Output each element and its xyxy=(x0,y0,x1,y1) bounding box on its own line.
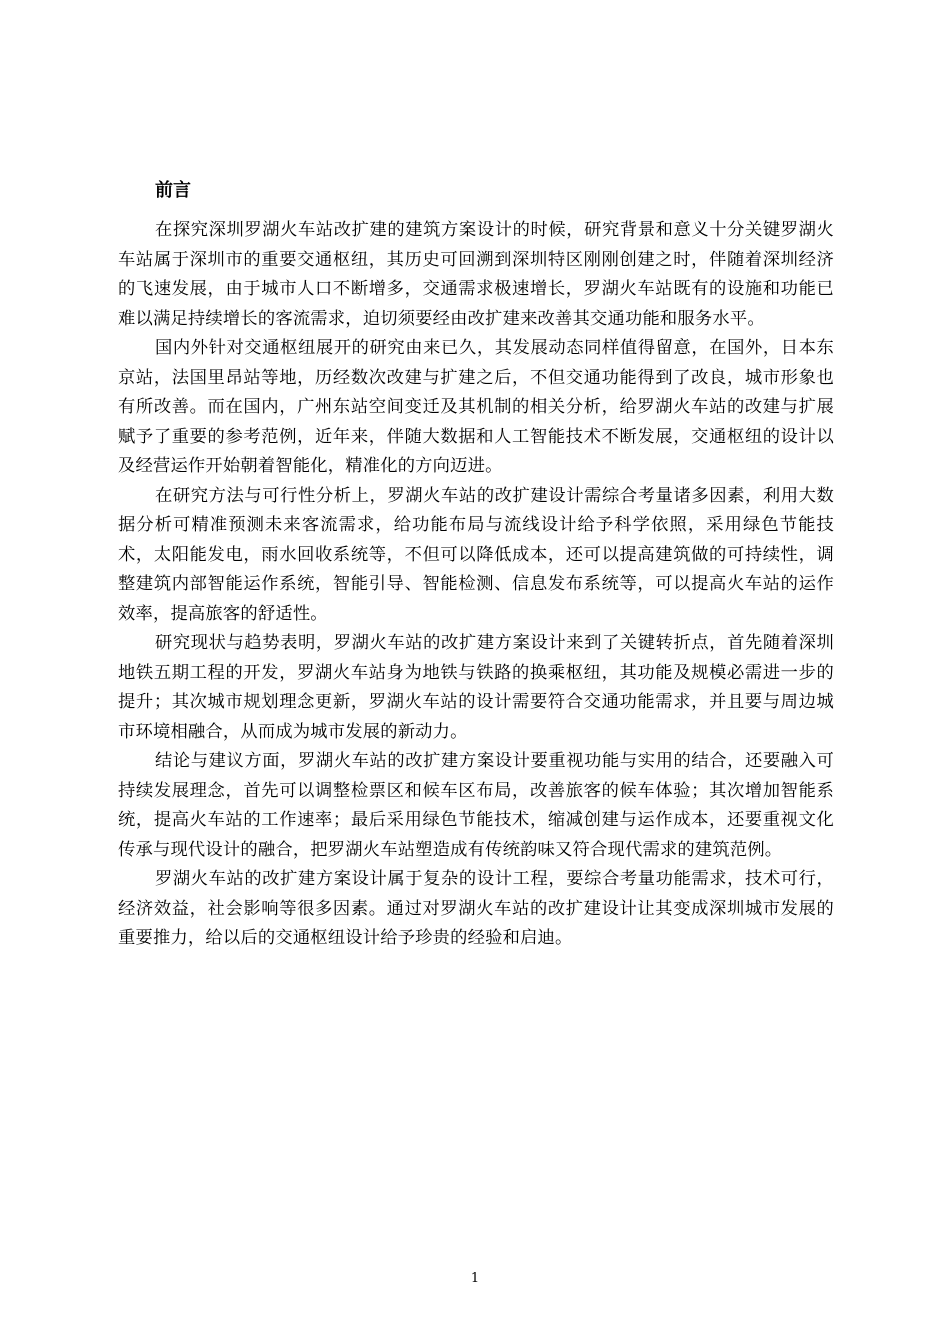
paragraph-current-status: 研究现状与趋势表明，罗湖火车站的改扩建方案设计来到了关键转折点，首先随着深圳地铁五期工程的开发，罗湖火车站身为地铁与铁路的换乘枢纽，其功能及规模必需进一步的提升；其次城市规划理念更新，罗湖火车站的设计需要符合交通功能需求，并且要与周边城市环境相融合，从而成为城市发展的新动力。 xyxy=(118,633,834,742)
section-heading: 前言 xyxy=(155,180,191,201)
paragraph-research-trends: 国内外针对交通枢纽展开的研究由来已久，其发展动态同样值得留意，在国外，日本东京站，法国里昂站等地，历经数次改建与扩建之后，不但交通功能得到了改良，城市形象也有所改善。而在国内，广州东站空间变迁及其机制的相关分析，给罗湖火车站的改建与扩展赋予了重要的参考范例，近年来，伴随大数据和人工智能技术不断发展，交通枢纽的设计以及经营运作开始朝着智能化，精准化的方向迈进。 xyxy=(118,338,834,476)
paragraph-background: 在探究深圳罗湖火车站改扩建的建筑方案设计的时候，研究背景和意义十分关键罗湖火车站属于深圳市的重要交通枢纽，其历史可回溯到深圳特区刚刚创建之时，伴随着深圳经济的飞速发展，由于城市人口不断增多，交通需求极速增长，罗湖火车站既有的设施和功能已难以满足持续增长的客流需求，迫切须要经由改扩建来改善其交通功能和服务水平。 xyxy=(118,220,834,329)
paragraph-summary: 罗湖火车站的改扩建方案设计属于复杂的设计工程，要综合考量功能需求，技术可行，经济效益，社会影响等很多因素。通过对罗湖火车站的改扩建设计让其变成深圳城市发展的重要推力，给以后的交通枢纽设计给予珍贵的经验和启迪。 xyxy=(118,869,834,948)
paragraph-methods: 在研究方法与可行性分析上，罗湖火车站的改扩建设计需综合考量诸多因素，利用大数据分析可精准预测未来客流需求，给功能布局与流线设计给予科学依照，采用绿色节能技术，太阳能发电，雨水回收系统等，不但可以降低成本，还可以提高建筑做的可持续性，调整建筑内部智能运作系统，智能引导、智能检测、信息发布系统等，可以提高火车站的运作效率，提高旅客的舒适性。 xyxy=(118,485,834,624)
page-number: 1 xyxy=(470,1271,480,1286)
paragraph-conclusions: 结论与建议方面，罗湖火车站的改扩建方案设计要重视功能与实用的结合，还要融入可持续发展理念，首先可以调整检票区和候车区布局，改善旅客的候车体验；其次增加智能系统，提高火车站的工作速率；最后采用绿色节能技术，缩减创建与运作成本，还要重视文化传承与现代设计的融合，把罗湖火车站塑造成有传统韵味又符合现代需求的建筑范例。 xyxy=(118,751,834,860)
document-body xyxy=(118,176,834,954)
